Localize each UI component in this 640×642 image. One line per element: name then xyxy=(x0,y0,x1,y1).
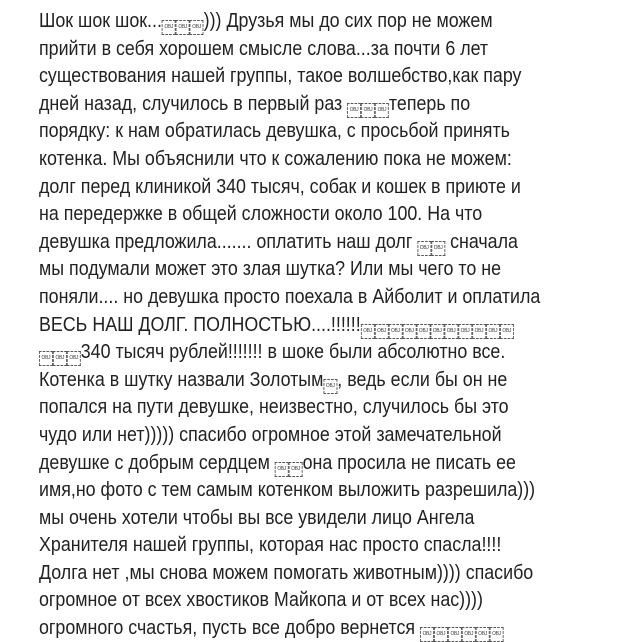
text-segment: попался на пути девушке, неизвестно, случилось бы это xyxy=(39,395,509,419)
object-placeholder-icon: OBJ xyxy=(347,103,361,118)
text-segment: прийти в себя хорошем смысле слова...за почти 6 лет xyxy=(39,36,489,60)
text-line xyxy=(39,338,540,366)
text-line xyxy=(39,173,540,201)
text-line xyxy=(39,62,540,90)
text-segment: поняли.... но девушка просто поехала в Айболит и оплатила xyxy=(39,284,541,308)
object-placeholder-icon: OBJ xyxy=(176,20,190,35)
text-line xyxy=(39,7,540,35)
text-segment: долг перед клиникой 340 тысяч, собак и кошек в приюте и xyxy=(39,174,521,198)
text-line xyxy=(39,366,540,394)
text-segment: теперь по xyxy=(388,91,471,115)
post-text xyxy=(39,7,615,642)
object-placeholder-icon: OBJ xyxy=(53,351,67,366)
text-line xyxy=(39,393,540,421)
text-line xyxy=(39,421,540,449)
text-segment: Котенка в шутку назвали Золотым xyxy=(39,367,324,391)
object-placeholder-icon: OBJ xyxy=(162,20,176,35)
text-segment: сначала xyxy=(445,229,518,253)
object-placeholder-icon: OBJ xyxy=(490,627,504,642)
text-segment: чудо или нет))))) спасибо огромное этой замечательной xyxy=(39,422,502,446)
text-line xyxy=(39,35,540,63)
object-placeholder-icon: OBJ xyxy=(375,103,389,118)
object-placeholder-icon: OBJ xyxy=(389,324,403,339)
object-placeholder-icon: OBJ xyxy=(190,20,204,35)
text-segment: мы подумали может это злая шутка? Или мы чего то не xyxy=(39,257,502,281)
text-segment: порядку: к нам обратилась девушка, с просьбой принять xyxy=(39,119,510,143)
text-segment: девушка предложила....... оплатить наш долг xyxy=(39,229,418,253)
text-segment: девушке с добрым сердцем xyxy=(39,450,275,474)
object-placeholder-icon: OBJ xyxy=(476,627,490,642)
object-placeholder-icon: OBJ xyxy=(448,627,462,642)
object-placeholder-icon: OBJ xyxy=(39,351,53,366)
object-placeholder-icon: OBJ xyxy=(462,627,476,642)
text-segment: огромного счастья, пусть все добро вернется xyxy=(39,616,421,640)
text-line xyxy=(39,504,540,532)
text-line xyxy=(39,90,540,118)
text-segment: ))) Друзья мы до сих пор не можем xyxy=(203,9,493,32)
object-placeholder-icon: OBJ xyxy=(420,627,434,642)
object-placeholder-icon: OBJ xyxy=(486,324,500,339)
text-segment: Хранителя нашей группы, которая нас просто спасла!!!! xyxy=(39,533,502,557)
object-placeholder-icon: OBJ xyxy=(323,379,337,394)
object-placeholder-icon: OBJ xyxy=(472,324,486,339)
text-line xyxy=(39,531,540,559)
text-line xyxy=(39,283,540,311)
text-segment: Долга нет ,мы снова можем помогать животным)))) спасибо xyxy=(39,560,534,584)
object-placeholder-icon: OBJ xyxy=(416,324,430,339)
text-segment: на передержке в общей сложности около 100. На что xyxy=(39,202,483,226)
object-placeholder-icon: OBJ xyxy=(431,241,445,256)
object-placeholder-icon: OBJ xyxy=(67,351,81,366)
text-segment: 340 тысяч рублей!!!!!!! в шоке были абсолютно все. xyxy=(80,340,506,364)
text-segment: огромное от всех хвостиков Майкопа и от всех нас)))) xyxy=(39,588,483,612)
text-line xyxy=(39,311,540,339)
object-placeholder-icon: OBJ xyxy=(417,241,431,256)
text-line xyxy=(39,228,540,256)
text-line xyxy=(39,586,540,614)
text-segment: мы очень хотели чтобы вы все увидели лицо Ангела xyxy=(39,505,475,529)
object-placeholder-icon: OBJ xyxy=(361,324,375,339)
object-placeholder-icon: OBJ xyxy=(458,324,472,339)
object-placeholder-icon: OBJ xyxy=(375,324,389,339)
text-line xyxy=(39,449,540,477)
text-segment: она просила не писать ее xyxy=(302,450,516,474)
text-segment: имя,но фото с тем самым котенком выложить разрешила))) xyxy=(39,478,536,502)
object-placeholder-icon: OBJ xyxy=(402,324,416,339)
object-placeholder-icon: OBJ xyxy=(430,324,444,339)
text-line xyxy=(39,476,540,504)
object-placeholder-icon: OBJ xyxy=(434,627,448,642)
text-segment: , ведь если бы он не xyxy=(337,367,508,391)
text-segment: существования нашей группы, такое волшебство,как пару xyxy=(39,64,522,88)
text-segment: котенка. Мы объяснили что к сожалению пока не можем: xyxy=(39,146,512,170)
text-line xyxy=(39,255,540,283)
object-placeholder-icon: OBJ xyxy=(361,103,375,118)
text-line xyxy=(39,145,540,173)
object-placeholder-icon: OBJ xyxy=(275,462,289,477)
object-placeholder-icon: OBJ xyxy=(500,324,514,339)
object-placeholder-icon: OBJ xyxy=(289,462,303,477)
text-line xyxy=(39,559,540,587)
text-line xyxy=(39,200,540,228)
text-line xyxy=(39,614,540,642)
text-segment: Шок шок шок... xyxy=(39,9,162,32)
text-line xyxy=(39,117,540,145)
object-placeholder-icon: OBJ xyxy=(444,324,458,339)
text-segment: ВЕСЬ НАШ ДОЛГ. ПОЛНОСТЬЮ....!!!!!! xyxy=(39,312,361,336)
text-segment: дней назад, случилось в первый раз xyxy=(39,91,348,115)
